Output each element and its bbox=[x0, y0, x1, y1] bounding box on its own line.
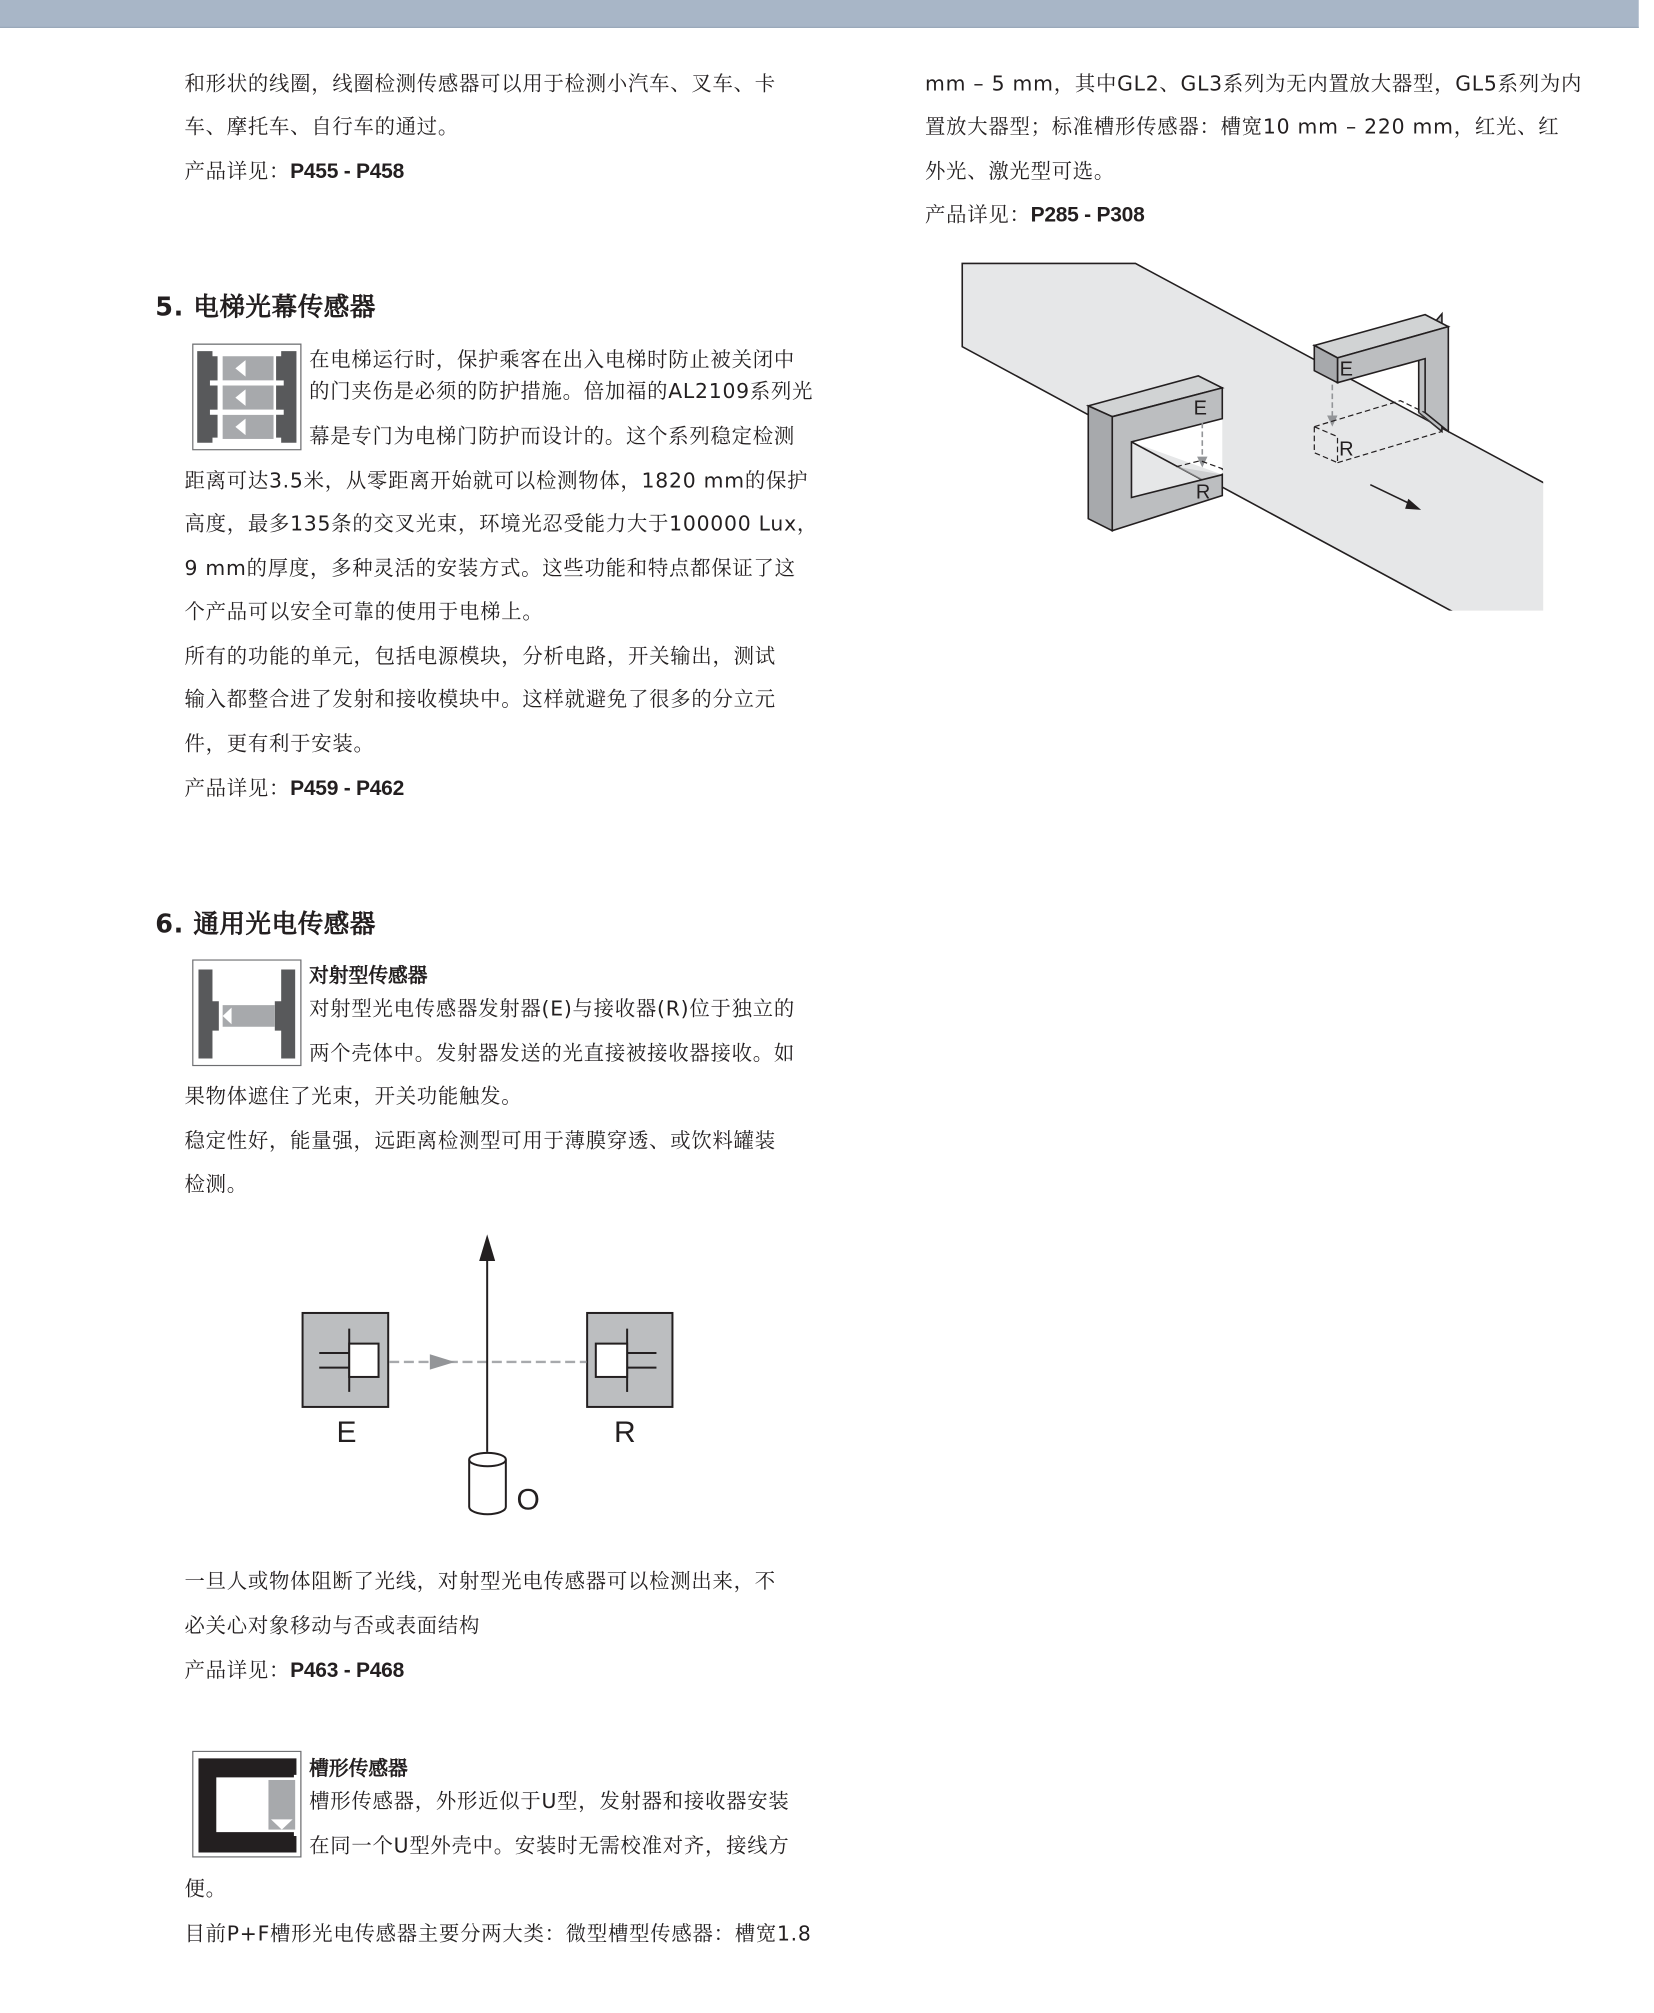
paragraph-line: 幕是专门为电梯门防护而设计的。这个系列稳定检测 bbox=[309, 423, 795, 448]
slot-sensor-icon bbox=[192, 1751, 301, 1858]
paragraph-line: 目前P+F槽形光电传感器主要分两大类：微型槽型传感器：槽宽1.8 bbox=[184, 1921, 812, 1946]
header-bar bbox=[0, 0, 1639, 27]
reference-pages: P463 - P468 bbox=[290, 1659, 405, 1682]
emitter-label: E bbox=[1339, 357, 1353, 380]
paragraph-line: 和形状的线圈，线圈检测传感器可以用于检测小汽车、叉车、卡 bbox=[184, 71, 776, 96]
paragraph-line: 置放大器型；标准槽形传感器：槽宽10 mm – 220 mm，红光、红 bbox=[924, 114, 1560, 139]
product-reference bbox=[184, 1658, 404, 1683]
subsection-title-through-beam: 对射型传感器 bbox=[309, 964, 428, 988]
receiver-box bbox=[587, 1313, 672, 1407]
paragraph-line: 高度，最多135条的交叉光束，环境光忍受能力大于100000 Lux， bbox=[184, 511, 819, 536]
conveyor-belt bbox=[962, 263, 1543, 610]
paragraph-line: 两个壳体中。发射器发送的光直接被接收器接收。如 bbox=[309, 1040, 795, 1065]
object-cylinder bbox=[469, 1453, 506, 1514]
paragraph-line: 9 mm的厚度，多种灵活的安装方式。这些功能和特点都保证了这 bbox=[184, 555, 796, 581]
paragraph-line: 槽形传感器，外形近似于U型，发射器和接收器安装 bbox=[309, 1788, 790, 1814]
reference-label: 产品详见： bbox=[924, 202, 1031, 227]
emitter-label: E bbox=[336, 1415, 357, 1449]
slot-sensor-conveyor-diagram bbox=[940, 250, 1543, 610]
receiver-label: R bbox=[1195, 481, 1211, 504]
paragraph-line: 外光、激光型可选。 bbox=[924, 159, 1116, 184]
paragraph-line: 车、摩托车、自行车的通过。 bbox=[184, 114, 460, 139]
reference-label: 产品详见： bbox=[184, 1657, 291, 1682]
through-beam-diagram bbox=[280, 1220, 700, 1520]
light-curtain-icon bbox=[192, 344, 301, 451]
paragraph-line: 个产品可以安全可靠的使用于电梯上。 bbox=[184, 599, 544, 624]
paragraph-line: 检测。 bbox=[184, 1171, 248, 1196]
object-label: O bbox=[516, 1483, 540, 1517]
paragraph-line: 在同一个U型外壳中。安装时无需校准对齐，接线方 bbox=[309, 1833, 790, 1858]
paragraph-line: 件，更有利于安装。 bbox=[184, 731, 375, 756]
paragraph-line: 稳定性好，能量强，远距离检测型可用于薄膜穿透、或饮料罐装 bbox=[184, 1128, 776, 1153]
reference-pages: P455 - P458 bbox=[290, 160, 405, 184]
emitter-box bbox=[303, 1313, 389, 1407]
paragraph-line: 必关心对象移动与否或表面结构 bbox=[184, 1613, 481, 1638]
paragraph-line: 在电梯运行时，保护乘客在出入电梯时防止被关闭中 bbox=[309, 347, 795, 372]
product-reference bbox=[184, 159, 404, 184]
paragraph-line: 距离可达3.5米，从零距离开始就可以检测物体，1820 mm的保护 bbox=[184, 468, 809, 493]
product-reference bbox=[184, 776, 404, 801]
emitter-label: E bbox=[1193, 397, 1207, 420]
section-heading-6: 6. 通用光电传感器 bbox=[155, 908, 376, 939]
reference-label: 产品详见： bbox=[184, 776, 291, 801]
paragraph-line: 便。 bbox=[184, 1876, 227, 1901]
paragraph-line: 输入都整合进了发射和接收模块中。这样就避免了很多的分立元 bbox=[184, 687, 776, 712]
paragraph-line: 果物体遮住了光束，开关功能触发。 bbox=[184, 1084, 523, 1109]
reference-pages: P285 - P308 bbox=[1030, 203, 1145, 227]
paragraph-line: 的门夹伤是必须的防护措施。倍加福的AL2109系列光 bbox=[309, 379, 814, 404]
reference-pages: P459 - P462 bbox=[290, 777, 405, 801]
product-reference bbox=[925, 202, 1145, 227]
paragraph-line: mm – 5 mm，其中GL2、GL3系列为无内置放大器型，GL5系列为内 bbox=[924, 71, 1583, 96]
paragraph-line: 一旦人或物体阻断了光线，对射型光电传感器可以检测出来，不 bbox=[184, 1568, 776, 1593]
paragraph-line: 对射型光电传感器发射器(E)与接收器(R)位于独立的 bbox=[309, 996, 795, 1021]
receiver-label: R bbox=[613, 1415, 636, 1449]
subsection-title-slot: 槽形传感器 bbox=[309, 1757, 408, 1780]
section-heading-5: 5. 电梯光幕传感器 bbox=[155, 291, 376, 322]
paragraph-line: 所有的功能的单元，包括电源模块，分析电路，开关输出，测试 bbox=[184, 643, 776, 668]
through-beam-icon bbox=[192, 959, 301, 1066]
reference-label: 产品详见： bbox=[184, 159, 291, 184]
receiver-label: R bbox=[1339, 437, 1354, 460]
